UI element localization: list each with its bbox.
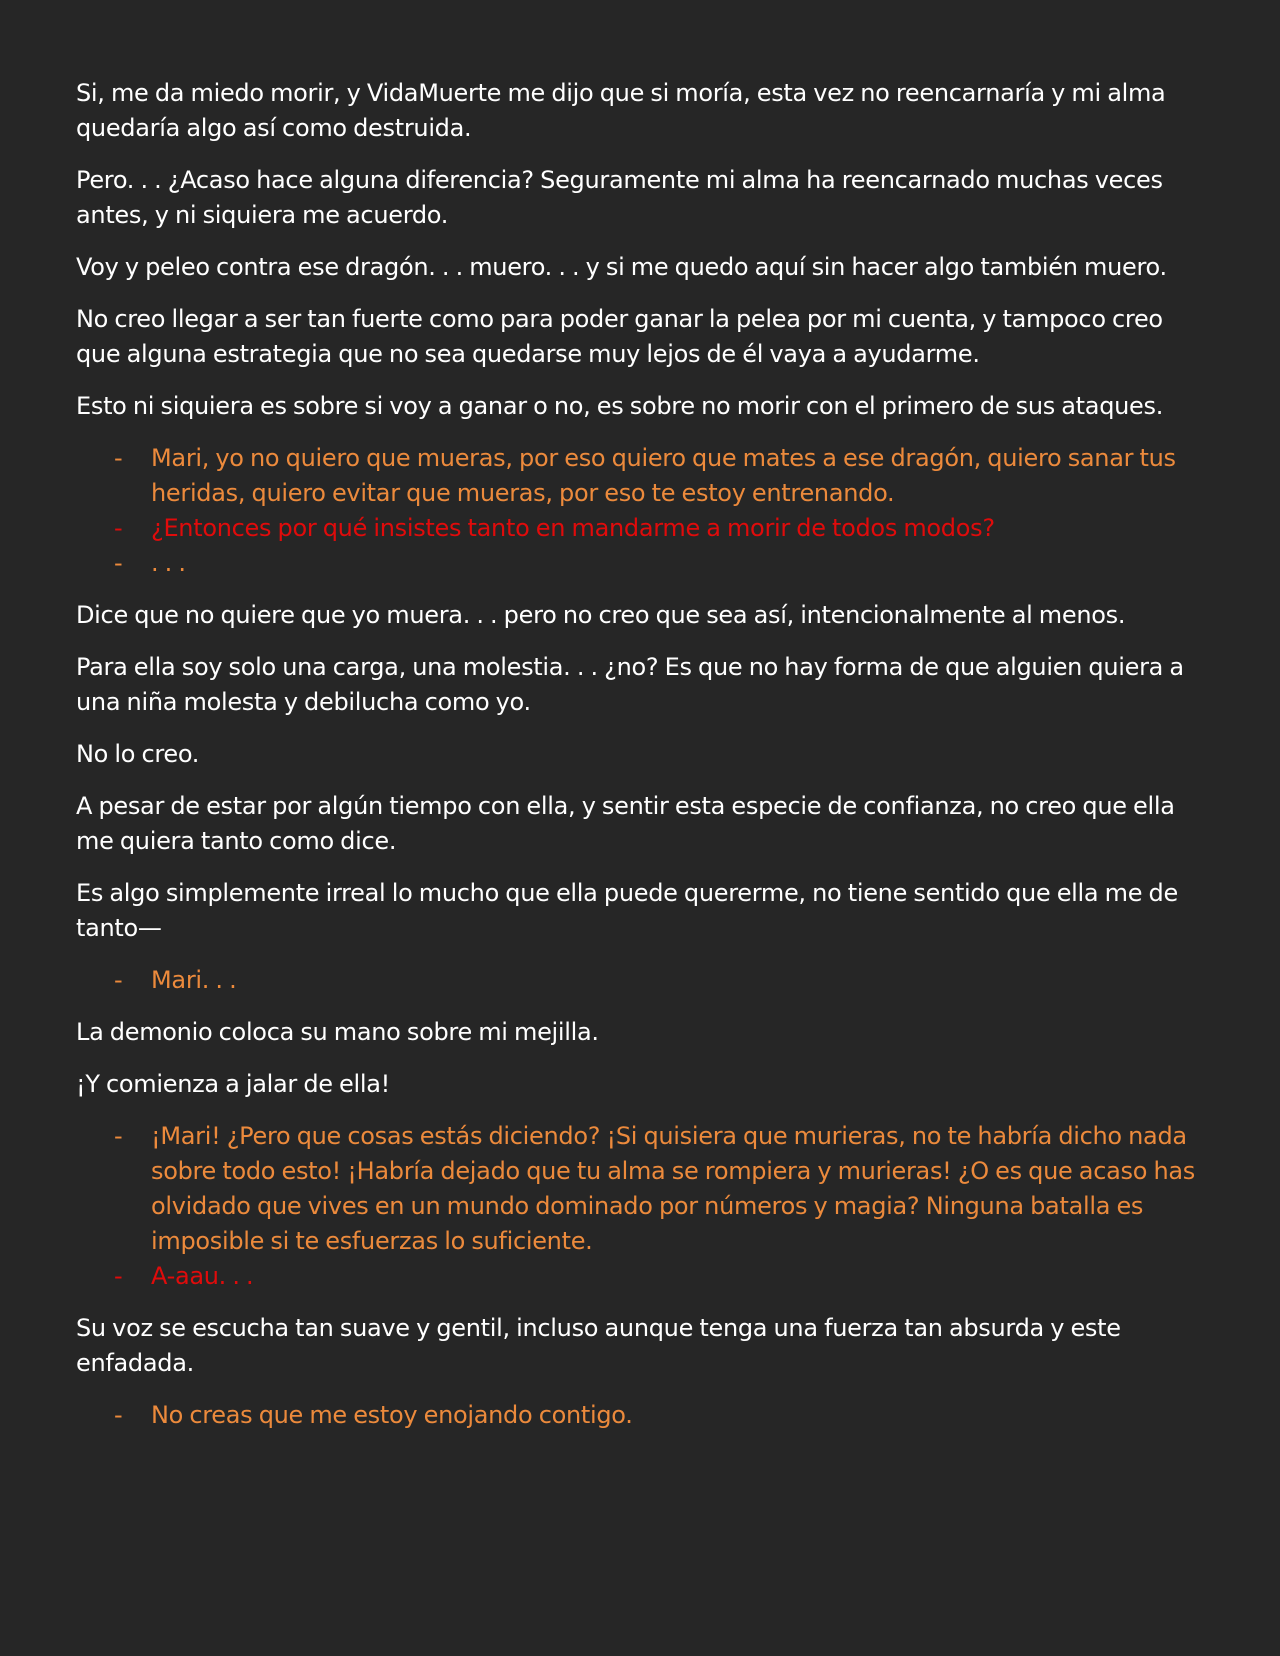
dialogue-line-mari	[76, 1259, 1206, 1294]
paragraph: ¡Y comienza a jalar de ella!	[76, 1070, 390, 1098]
paragraph: La demonio coloca su mano sobre mi mejilla.	[76, 1018, 599, 1046]
dash-bullet-icon: -	[114, 514, 123, 542]
dialogue-line-demon	[76, 1119, 1206, 1259]
paragraph: Dice que no quiere que yo muera. . . pero no creo que sea así, intencionalmente al menos.	[76, 601, 1126, 629]
paragraph: Esto ni siquiera es sobre si voy a ganar o no, es sobre no morir con el primero de sus ataques.	[76, 392, 1164, 420]
paragraph: Si, me da miedo morir, y VidaMuerte me dijo que si moría, esta vez no reencarnaría y mi alma quedaría algo así como destruida.	[76, 79, 1166, 142]
dash-bullet-icon: -	[114, 549, 123, 577]
dialogue-text: Mari. . .	[151, 966, 237, 994]
dash-bullet-icon: -	[114, 966, 123, 994]
dash-bullet-icon: -	[114, 1401, 123, 1429]
paragraph: Para ella soy solo una carga, una molestia. . . ¿no? Es que no hay forma de que alguien quiera a una niña molesta y debilucha como yo.	[76, 653, 1184, 716]
dialogue-text: Mari, yo no quiero que mueras, por eso quiero que mates a ese dragón, quiero sanar tus heridas, quiero evitar que mueras, por eso te estoy entrenando.	[151, 444, 1176, 507]
paragraph: Pero. . . ¿Acaso hace alguna diferencia? Seguramente mi alma ha reencarnado muchas veces antes, y ni siquiera me acuerdo.	[76, 166, 1163, 229]
paragraph: Es algo simplemente irreal lo mucho que ella puede quererme, no tiene sentido que ella me de tanto—	[76, 879, 1178, 942]
dialogue-line-demon	[76, 546, 1206, 581]
dialogue-text: No creas que me estoy enojando contigo.	[151, 1401, 633, 1429]
paragraph: No creo llegar a ser tan fuerte como para poder ganar la pelea por mi cuenta, y tampoco creo que alguna estrategia que no sea quedarse muy lejos de él vaya a ayudarme.	[76, 305, 1163, 368]
dialogue-text: . . .	[151, 549, 186, 577]
paragraph: Voy y peleo contra ese dragón. . . muero. . . y si me quedo aquí sin hacer algo también muero.	[76, 253, 1167, 281]
dash-bullet-icon: -	[114, 1262, 123, 1290]
dialogue-text: ¿Entonces por qué insistes tanto en mandarme a morir de todos modos?	[151, 514, 995, 542]
paragraph: No lo creo.	[76, 740, 200, 768]
dialogue-text: A-aau. . .	[151, 1262, 254, 1290]
dialogue-line-demon	[76, 963, 1206, 998]
paragraph: Su voz se escucha tan suave y gentil, incluso aunque tenga una fuerza tan absurda y este enfadada.	[76, 1314, 1121, 1377]
dialogue-block	[76, 963, 1206, 998]
dash-bullet-icon: -	[114, 1122, 123, 1150]
dash-bullet-icon: -	[114, 444, 123, 472]
dialogue-line-mari	[76, 511, 1206, 546]
dialogue-block	[76, 1398, 1206, 1433]
dialogue-block	[76, 1119, 1206, 1294]
dialogue-line-demon	[76, 441, 1206, 511]
paragraph: A pesar de estar por algún tiempo con ella, y sentir esta especie de confianza, no creo que ella me quiera tanto como dice.	[76, 792, 1175, 855]
dialogue-block	[76, 441, 1206, 581]
dialogue-line-demon	[76, 1398, 1206, 1433]
chapter-text	[76, 76, 1206, 1450]
dialogue-text: ¡Mari! ¿Pero que cosas estás diciendo? ¡Si quisiera que murieras, no te habría dicho nada sobre todo esto! ¡Habría dejado que tu alma se rompiera y murieras! ¿O es que acaso has olvidado que vives en un mundo dominado por números y magia? Ninguna batalla es imposible si te esfuerzas lo suficiente.	[151, 1122, 1195, 1255]
